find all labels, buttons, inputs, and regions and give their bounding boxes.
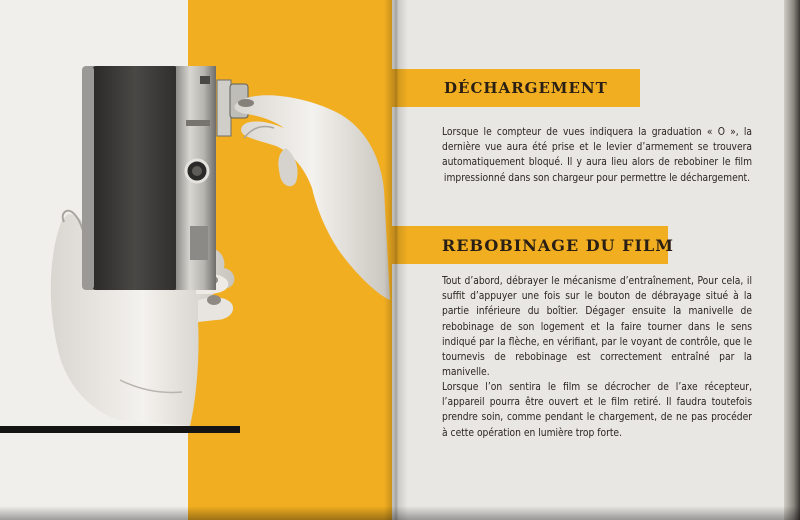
black-rule [0,426,240,433]
page-bottom-shadow [0,506,800,520]
paragraph: Tout d’abord, débrayer le mécanisme d’entraînement, Pour cela, il suffit d’appuyer une fois sur le bouton de débrayage situé à la partie inférieure du boîtier. Dégager ensuite la manivelle de rebobinage de son logement et la faire tourner dans le sens indiqué par la flèche, en vérifiant, par le voyant de contrôle, que le tournevis de rebobinage est correctement entraîné par la manivelle. [442,276,752,379]
section-heading: REBOBINAGE DU FILM [442,235,674,255]
heading-bar-rebobinage [392,226,674,264]
camera-in-hands-illustration [0,0,392,520]
rewinding-hand [234,95,390,300]
rebobinage-text-1 [442,274,752,380]
paragraph: Lorsque l’on sentira le film se décrocher de l’axe récepteur, l’appareil pourra être ouvert et le film retiré. Il faudra toutefois prendre soin, comme pendant le chargement, de ne pas procéder à cette opération en lumière trop forte. [442,382,752,439]
dechargement-text [442,125,752,186]
rebobinage-text-2 [442,380,752,441]
book-gutter [384,0,408,520]
camera-body [82,66,248,290]
heading-bar-dechargement [392,69,640,107]
section-heading: DÉCHARGEMENT [444,79,608,97]
paragraph: Lorsque le compteur de vues indiquera la graduation « O », la dernière vue aura été prise et le levier d’armement se trouvera automatiquement bloqué. Il y aura lieu alors de rebobiner le film impressionné dans son chargeur pour permettre le déchargement. [442,127,752,184]
page-edge [784,0,800,520]
left-page [0,0,392,520]
right-page [392,0,784,520]
